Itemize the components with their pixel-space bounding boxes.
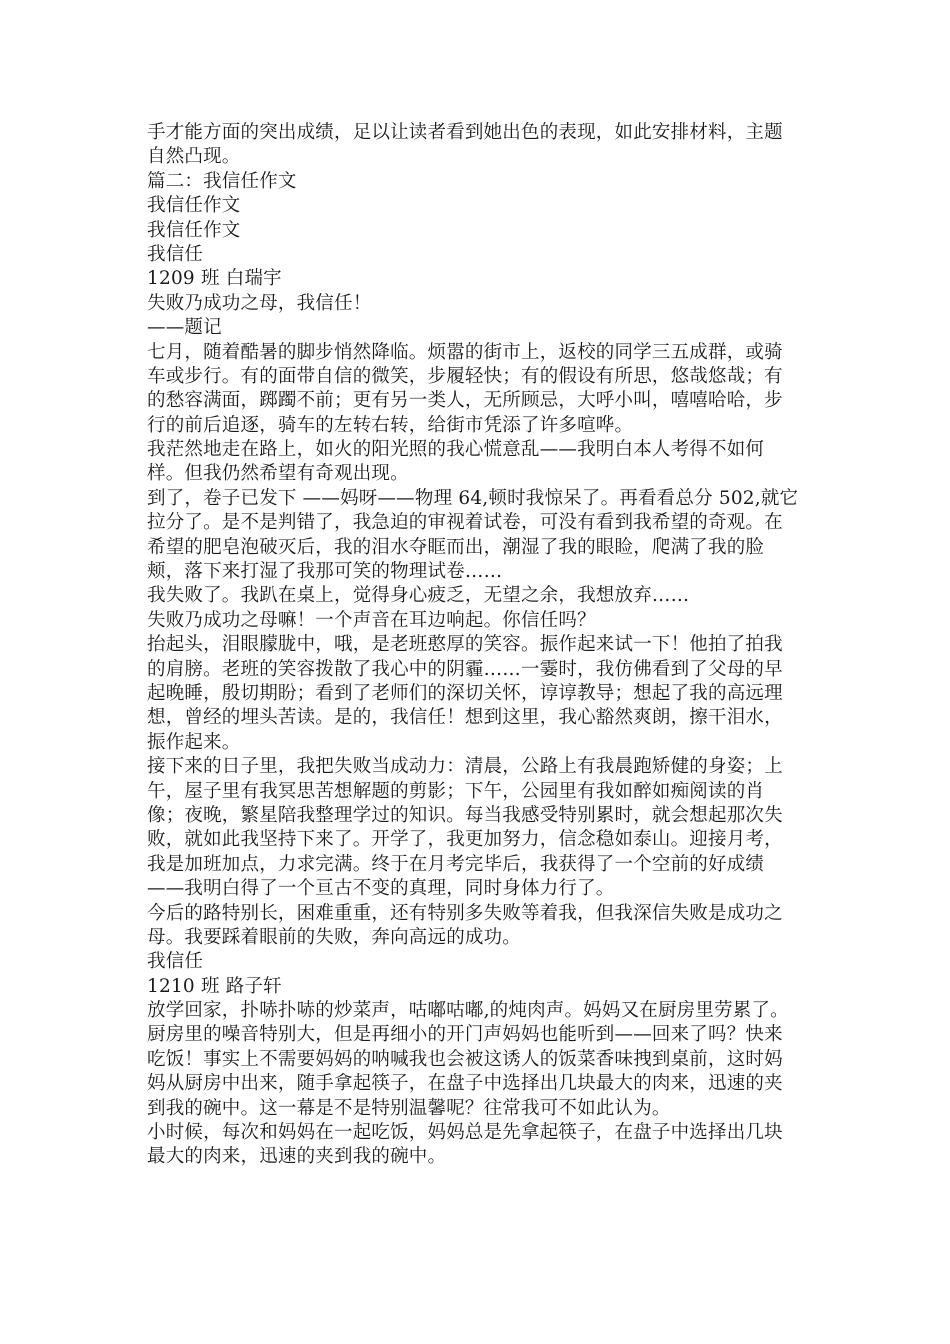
text-line: 样。但我仍然希望有奇观出现。 — [147, 463, 409, 485]
text-line: 振作起来。 — [147, 731, 241, 753]
article-title: 我信任作文 — [147, 195, 241, 217]
essay-title: 我信任 — [147, 951, 204, 973]
text-line: 失败乃成功之母嘛！一个声音在耳边响起。你信任吗？ — [147, 609, 596, 631]
text-line: 放学回家，扑哧扑哧的炒菜声，咕嘟咕嘟,的炖肉声。妈妈又在厨房里劳累了。 — [147, 1000, 789, 1022]
text-line: 像；夜晚，繁星陪我整理学过的知识。每当我感受特别累时，就会想起那次失 — [147, 804, 783, 826]
text-line: 妈从厨房中出来，随手拿起筷子，在盘子中选择出几块最大的肉来，迅速的夹 — [147, 1073, 783, 1095]
text-line: ——我明白得了一个亘古不变的真理，同时身体力行了。 — [147, 878, 615, 900]
text-line: 败，就如此我坚持下来了。开学了，我更加努力，信念稳如泰山。迎接月考， — [147, 829, 783, 851]
section-heading: 篇二：我信任作文 — [147, 170, 297, 192]
document-page — [147, 121, 807, 1170]
text-line: 行的前后追逐，骑车的左转右转，给街市凭添了许多喧哗。 — [147, 414, 634, 436]
epigraph: 失败乃成功之母，我信任！ — [147, 292, 372, 314]
author-line: 1210 班 路子轩 — [147, 975, 282, 997]
text-line: 抬起头，泪眼朦胧中，哦，是老班憨厚的笑容。振作起来试一下！他拍了拍我 — [147, 634, 783, 656]
text-line: 七月，随着酷暑的脚步悄然降临。烦嚣的街市上，返校的同学三五成群，或骑 — [147, 341, 783, 363]
text-line: 今后的路特别长，困难重重，还有特别多失败等着我，但我深信失败是成功之 — [147, 902, 783, 924]
text-line: 厨房里的噪音特别大，但是再细小的开门声妈妈也能听到——回来了吗？快来 — [147, 1024, 783, 1046]
text-line: 我失败了。我趴在桌上，觉得身心疲乏，无望之余，我想放弃…… — [147, 585, 690, 607]
text-line: 希望的肥皂泡破灭后，我的泪水夺眶而出，潮湿了我的眼睑，爬满了我的脸 — [147, 536, 765, 558]
text-line: 接下来的日子里，我把失败当成动力：清晨，公路上有我晨跑矫健的身姿；上 — [147, 756, 783, 778]
essay-title: 我信任 — [147, 243, 204, 265]
text-line: 小时候，每次和妈妈在一起吃饭，妈妈总是先拿起筷子，在盘子中选择出几块 — [147, 1122, 783, 1144]
text-line: 想，曾经的埋头苦读。是的，我信任！想到这里，我心豁然爽朗，擦干泪水， — [147, 707, 783, 729]
text-line: 拉分了。是不是判错了，我急迫的审视着试卷，可没有看到我希望的奇观。在 — [147, 512, 783, 534]
text-line: 最大的肉来，迅速的夹到我的碗中。 — [147, 1146, 447, 1168]
text-line: 颊，落下来打湿了我那可笑的物理试卷…… — [147, 561, 503, 583]
text-line: 吃饭！事实上不需要妈妈的呐喊我也会被这诱人的饭菜香味拽到桌前，这时妈 — [147, 1048, 783, 1070]
text-line: 午，屋子里有我冥思苦想解题的剪影；下午，公园里有我如醉如痴阅读的肖 — [147, 780, 765, 802]
text-line: 到了，卷子已发下 ——妈呀——物理 64,顿时我惊呆了。再看看总分 502,就它 — [147, 487, 799, 509]
article-title: 我信任作文 — [147, 219, 241, 241]
text-line: 我是加班加点，力求完满。终于在月考完毕后，我获得了一个空前的好成绩 — [147, 853, 765, 875]
text-line: 母。我要踩着眼前的失败，奔向高远的成功。 — [147, 926, 522, 948]
text-line: 的肩膀。老班的笑容拨散了我心中的阴霾……一霎时，我仿佛看到了父母的早 — [147, 658, 783, 680]
text-line: 我茫然地走在路上，如火的阳光照的我心慌意乱——我明白本人考得不如何 — [147, 439, 765, 461]
epigraph-attribution: ——题记 — [147, 317, 222, 339]
text-line: 起晚睡，殷切期盼；看到了老师们的深切关怀，谆谆教导；想起了我的高远理 — [147, 682, 783, 704]
text-line: 的愁容满面，踯躅不前；更有另一类人，无所顾忌，大呼小叫，嘻嘻哈哈，步 — [147, 390, 783, 412]
text-line: 到我的碗中。这一幕是不是特别温馨呢？往常我可不如此认为。 — [147, 1097, 671, 1119]
text-line: 车或步行。有的面带自信的微笑，步履轻快；有的假设有所思，悠哉悠哉；有 — [147, 365, 783, 387]
text-line: 手才能方面的突出成绩，足以让读者看到她出色的表现，如此安排材料，主题 — [147, 122, 783, 143]
author-line: 1209 班 白瑞宇 — [147, 268, 282, 290]
text-line: 自然凸现。 — [147, 146, 241, 168]
